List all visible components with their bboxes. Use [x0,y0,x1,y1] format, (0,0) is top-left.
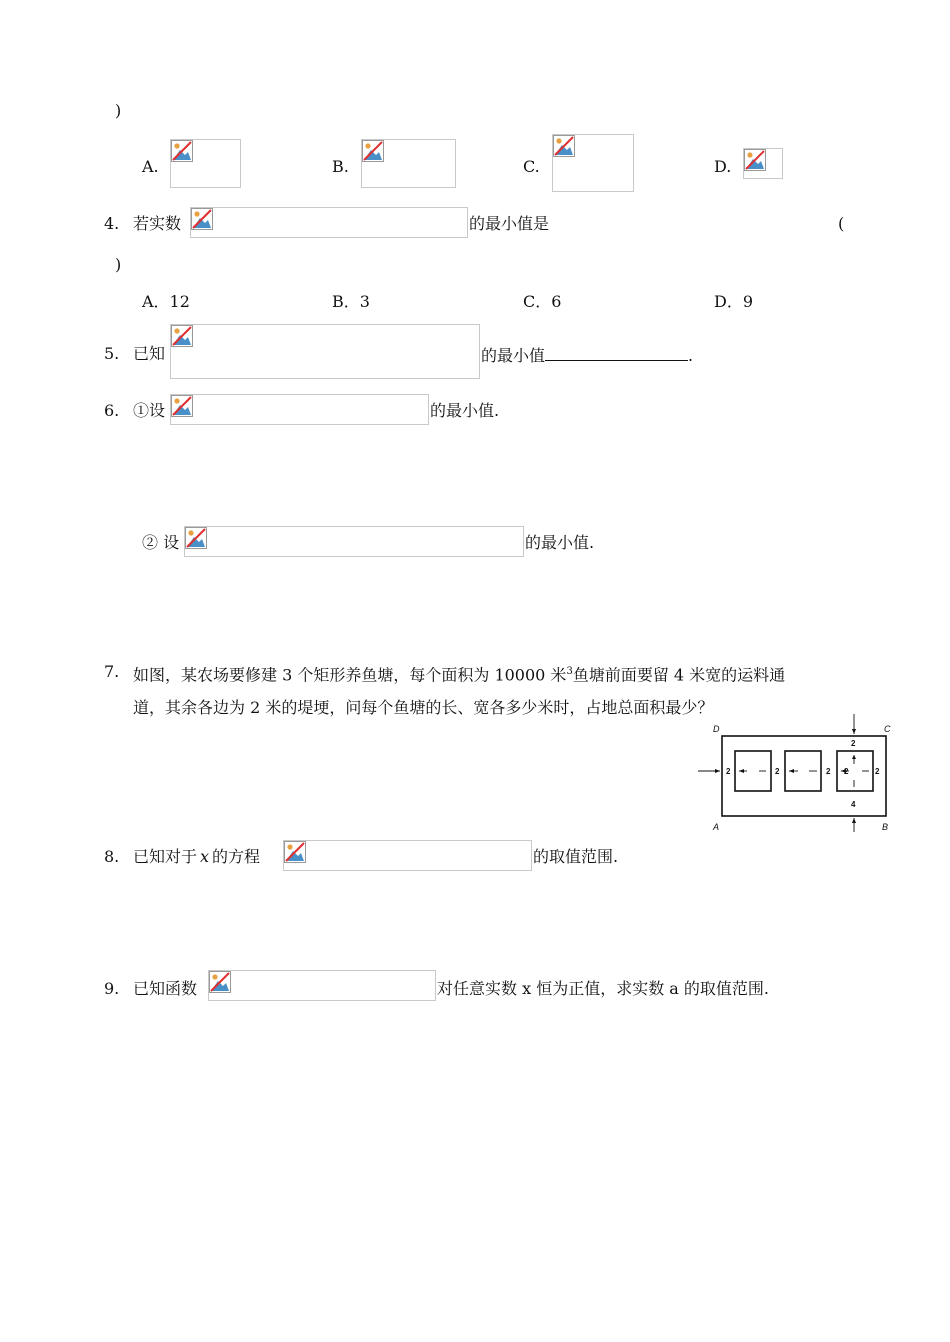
figure-dim-right: 2 [875,767,880,776]
q5-prefix: 已知 [133,344,166,363]
figure-dim-bottom: 4 [851,800,856,809]
q5-formula-image [170,324,480,379]
broken-image-icon [171,395,193,417]
q8-variable: x [200,847,210,866]
q6-part1-suffix: 的最小值. [430,401,500,420]
q6-part2-formula-image [184,526,524,557]
q4-number: 4. [104,214,120,233]
q4-option-c: C．6 [523,292,562,311]
broken-image-icon [284,841,306,863]
q6-part1-formula-image [170,394,429,425]
q5-answer-blank [545,344,688,361]
q7-line1-a: 如图，某农场要修建 3 个矩形养鱼塘，每个面积为 10000 米 [133,665,567,685]
q3-option-c-label: C. [523,157,540,176]
q8-number: 8. [104,847,120,866]
q3-option-c-image [552,134,634,192]
q4-open-paren: ( [838,214,845,233]
q5-number: 5. [104,344,120,363]
figure-outer-rect [722,736,886,816]
q3-option-b-image [361,139,456,188]
q5-suffix [481,344,693,366]
q9-formula-image [208,970,436,1001]
q7-line2: 道，其余各边为 2 米的堤埂，问每个鱼塘的长、宽各多少米时，占地总面积最少？ [133,698,714,717]
q3-option-a-label: A. [142,157,159,176]
q4-suffix: 的最小值是 [469,214,550,233]
q7-line1-b: 鱼塘前面要留 4 米宽的运料通 [572,665,786,685]
q4-option-a: A．12 [142,292,190,311]
figure-corner-d: D [713,724,720,734]
q7-line1-sup: 3 [566,666,573,677]
q6-part1-prefix: ①设 [133,401,166,420]
q8-formula-image [283,840,532,871]
q3-option-d-label: D. [714,157,732,176]
q3-option-b-label: B. [332,157,349,176]
q6-part2-prefix: ② 设 [142,533,180,552]
q6-part2-suffix: 的最小值. [525,533,595,552]
figure-dim-top: 2 [851,739,856,748]
q4-option-d: D．9 [714,292,754,311]
figure-corner-c: C [884,724,891,734]
q8-prefix [133,847,260,867]
q4-close-paren: ) [115,255,122,274]
figure-corner-a: A [713,822,720,832]
q5-suffix-text: 的最小值 [481,346,546,365]
q8-prefix-text: 已知对于 [133,847,198,866]
q3-option-d-image [743,148,783,179]
q5-end-dot: . [688,346,694,365]
figure-dim-gap-2: 2 [826,767,831,776]
q4-prefix: 若实数 [133,214,182,233]
q4-formula-image [190,207,468,238]
broken-image-icon [209,971,231,993]
figure-dim-inner-left: 2 [844,767,849,776]
q8-suffix: 的取值范围. [533,847,619,866]
q4-option-b: B．3 [332,292,370,311]
q3-option-a-image [170,139,241,188]
q6-number: 6. [104,401,120,420]
broken-image-icon [171,140,193,162]
q7-line1 [133,662,785,685]
broken-image-icon [185,527,207,549]
figure-corner-b: B [882,822,889,832]
q7-number: 7. [104,662,120,681]
broken-image-icon [362,140,384,162]
q8-mid-text: 的方程 [212,847,261,866]
q9-number: 9. [104,979,120,998]
figure-dim-left: 2 [726,767,731,776]
q3-close-paren: ) [115,101,122,120]
broken-image-icon [744,149,766,171]
broken-image-icon [191,208,213,230]
q9-prefix: 已知函数 [133,979,198,998]
figure-dim-gap-1: 2 [775,767,780,776]
fishpond-figure [694,712,894,834]
broken-image-icon [171,325,193,347]
q9-suffix: 对任意实数 x 恒为正值，求实数 a 的取值范围. [437,979,769,998]
broken-image-icon [553,135,575,157]
